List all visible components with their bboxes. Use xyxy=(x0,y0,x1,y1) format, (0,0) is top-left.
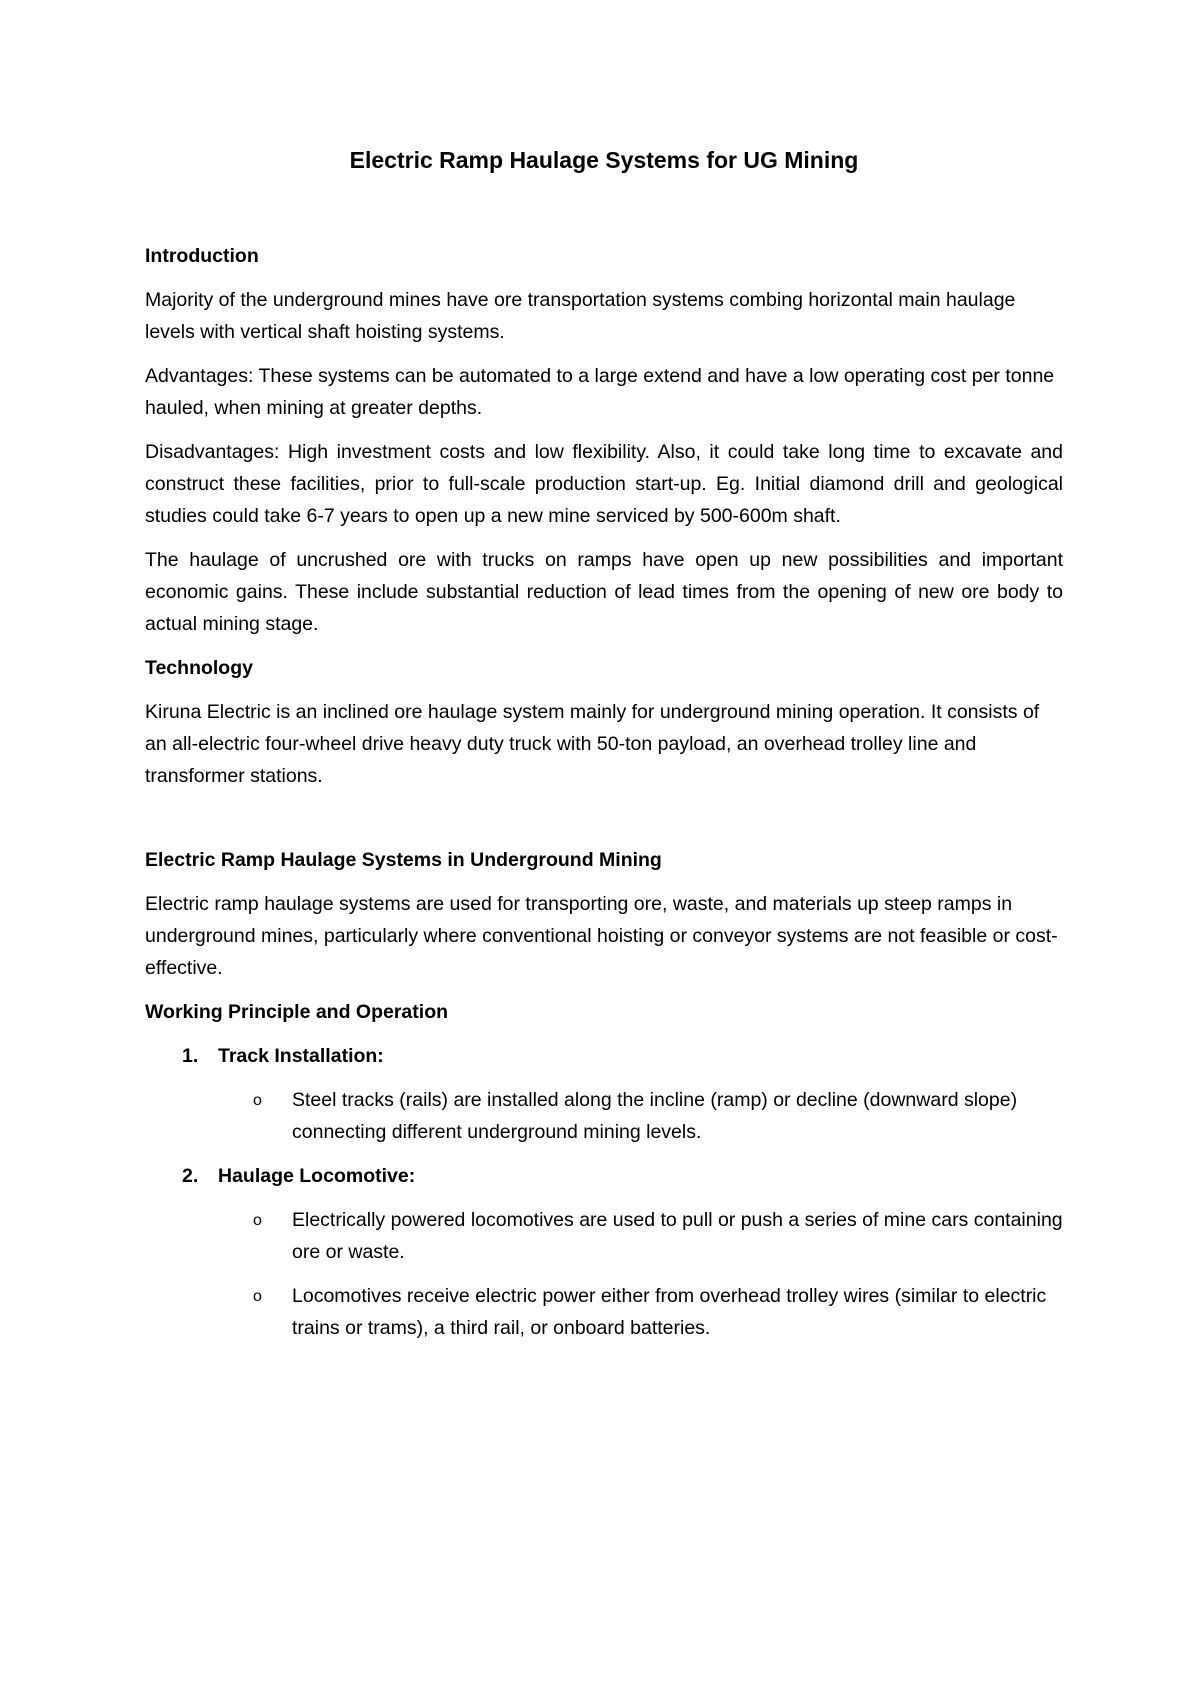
advantages-paragraph: Advantages: These systems can be automated to a large extend and have a low operating cost per tonne hauled, when mining at greater depths. xyxy=(145,365,1055,419)
list-item xyxy=(145,1204,1063,1268)
introduction-heading: Introduction xyxy=(145,245,259,267)
step-heading xyxy=(145,1160,1063,1192)
working-principle-heading: Working Principle and Operation xyxy=(145,1001,449,1023)
bullet-text: Locomotives receive electric power either from overhead trolley wires (similar to electric trains or trams), a third rail, or onboard batteries. xyxy=(292,1285,1047,1339)
document-body xyxy=(145,144,1063,1356)
step-heading xyxy=(145,1040,1063,1072)
step-number: 2. xyxy=(182,1165,199,1187)
list-item xyxy=(145,1084,1063,1148)
bullet-text: Electrically powered locomotives are used to pull or push a series of mine cars containing ore or waste. xyxy=(292,1209,1063,1263)
steps-list xyxy=(145,1040,1063,1344)
step-number: 1. xyxy=(182,1045,199,1067)
bullet-circle-icon: o xyxy=(253,1288,262,1305)
section-paragraph: Electric ramp haulage systems are used for transporting ore, waste, and materials up steep ramps in underground mines, particularly where conventional hoisting or conveyor systems are not feasible or cost-effective. xyxy=(145,893,1058,979)
document-title: Electric Ramp Haulage Systems for UG Mining xyxy=(349,147,859,173)
list-item xyxy=(145,1280,1063,1344)
list-item xyxy=(145,1160,1063,1344)
haulage-paragraph: The haulage of uncrushed ore with trucks on ramps have open up new possibilities and important economic gains. These include substantial reduction of lead times from the opening of new ore body to actual mining stage. xyxy=(145,549,1063,635)
section-heading: Electric Ramp Haulage Systems in Underground Mining xyxy=(145,849,662,871)
technology-heading: Technology xyxy=(145,657,253,679)
step-title: Track Installation: xyxy=(218,1045,384,1067)
disadvantages-paragraph: Disadvantages: High investment costs and low flexibility. Also, it could take long time to excavate and construct these facilities, prior to full-scale production start-up. Eg. Initial diamond drill and geological studies could take 6-7 years to open up a new mine serviced by 500-600m shaft. xyxy=(145,441,1063,527)
step-title: Haulage Locomotive: xyxy=(218,1165,416,1187)
list-item xyxy=(145,1040,1063,1148)
technology-paragraph: Kiruna Electric is an inclined ore haulage system mainly for underground mining operation. It consists of an all-electric four-wheel drive heavy duty truck with 50-ton payload, an overhead trolley line and transformer stations. xyxy=(145,701,1040,787)
bullet-text: Steel tracks (rails) are installed along the incline (ramp) or decline (downward slope) connecting different underground mining levels. xyxy=(292,1089,1018,1143)
introduction-paragraph-1: Majority of the underground mines have ore transportation systems combing horizontal main haulage levels with vertical shaft hoisting systems. xyxy=(145,289,1016,343)
bullet-circle-icon: o xyxy=(253,1092,262,1109)
bullet-circle-icon: o xyxy=(253,1212,262,1229)
